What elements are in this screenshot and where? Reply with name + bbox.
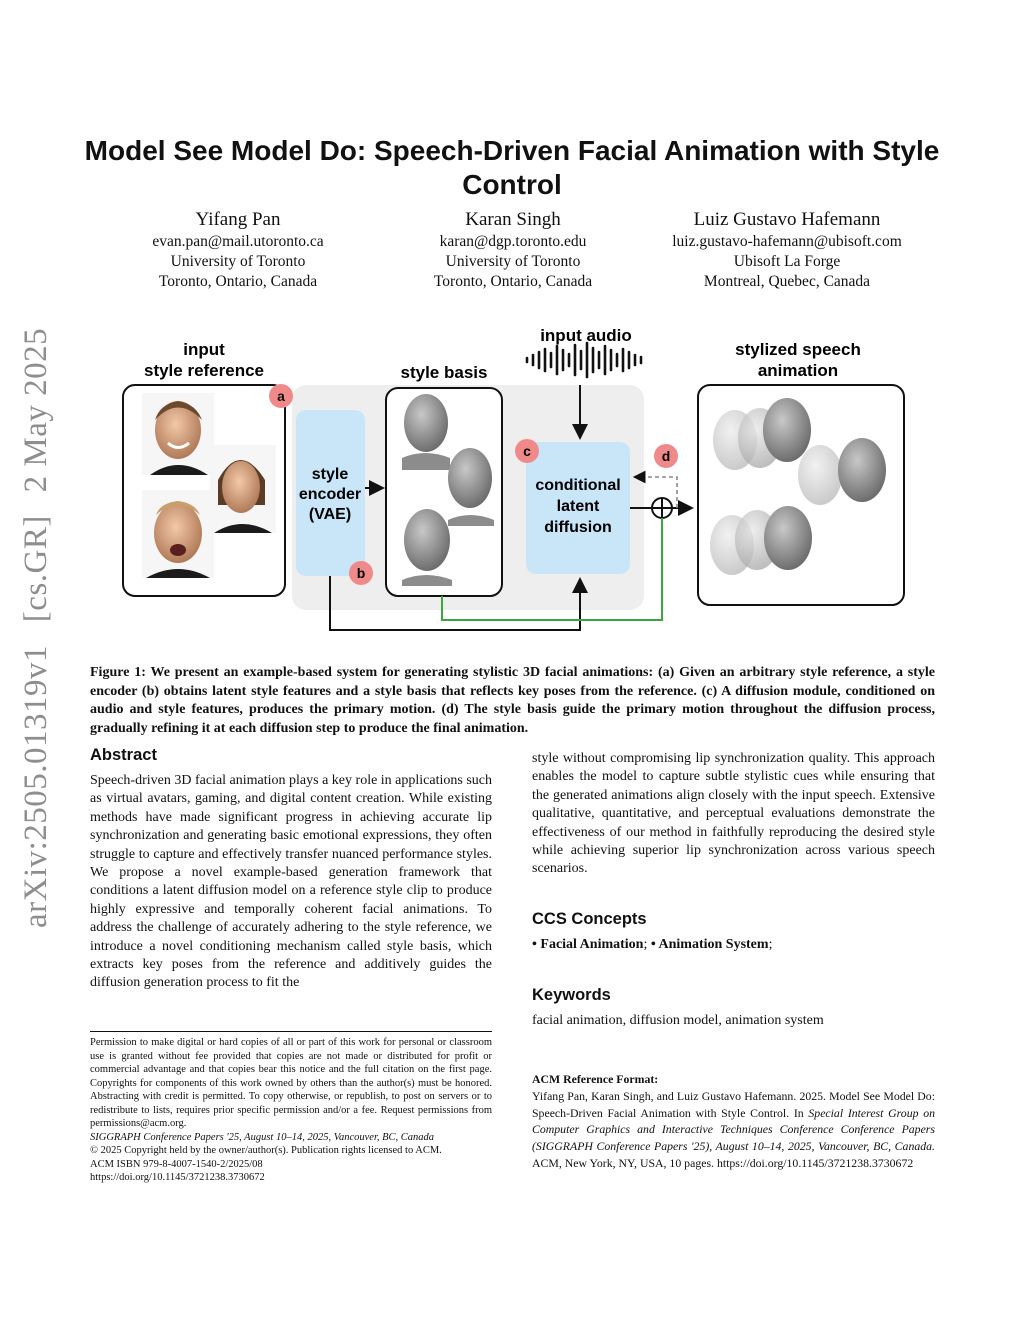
basis-head-1 — [402, 394, 450, 470]
reference-face-2 — [210, 445, 276, 533]
audio-waveform — [527, 343, 641, 377]
arxiv-id: arXiv:2505.01319v1 — [18, 644, 54, 928]
footnote-rule — [90, 1031, 492, 1032]
reference-face-3 — [142, 490, 214, 578]
reference-face-1 — [142, 393, 214, 475]
abstract-heading: Abstract — [90, 746, 157, 764]
label-input: input — [183, 340, 225, 359]
encoder-label-1: style — [311, 466, 349, 483]
author-email: karan@dgp.toronto.edu — [439, 233, 587, 250]
doi-link[interactable]: https://doi.org/10.1145/3721238.3730672 — [90, 1172, 265, 1183]
author-name: Yifang Pan — [195, 209, 281, 230]
abstract-text-col2: style without compromising lip synchronization quality. This approach enables the model to capture subtle stylistic cues while ensuring that the generated animations align closely with the input speech. Extensive qualitative, quantitative, and perceptual evaluations demonstrate the effectiveness of our method in faithfully reproducing the desired style while achieving superior lip synchronization across various speech scenarios. — [532, 751, 935, 877]
keywords-heading: Keywords — [532, 986, 611, 1004]
author-name: Luiz Gustavo Hafemann — [693, 209, 881, 230]
author-affiliation: University of Toronto — [445, 253, 581, 270]
badge-a-label: a — [277, 388, 285, 404]
figure-caption: Figure 1: We present an example-based system for generating stylistic 3D facial animations: (a) Given an arbitrary style reference, a style encoder (b) obtains latent style features and a style basis that reflects key poses from the reference. (c) A diffusion module, conditioned on audio and style features, produces the primary motion. (d) The style basis guide the primary motion throughout the diffusion process, gradually refining it at each diffusion step to produce the final animation. — [90, 665, 935, 736]
label-input-audio: input audio — [540, 326, 632, 345]
conference-info: SIGGRAPH Conference Papers '25, August 10–14, 2025, Vancouver, BC, Canada — [90, 1131, 435, 1143]
ccs-heading: CCS Concepts — [532, 910, 647, 928]
acm-reference-venue: Special Interest Group on Computer Graphics and Interactive Techniques Conference Conference Papers (SIGGRAPH Conference Papers '25), August 10–14, 2025, Vancouver, BC, Canada. — [532, 1105, 935, 1154]
author-affiliation: Ubisoft La Forge — [733, 253, 841, 270]
label-stylized-speech: stylized speech — [735, 340, 861, 359]
author-email: luiz.gustavo-hafemann@ubisoft.com — [672, 233, 902, 250]
author-location: Toronto, Ontario, Canada — [158, 273, 318, 290]
ccs-item-1: Facial Animation — [540, 937, 644, 952]
ccs-item-2: Animation System — [658, 937, 769, 952]
isbn-line: ACM ISBN 979-8-4007-1540-2/2025/08 — [90, 1158, 263, 1170]
permission-notice: Permission to make digital or hard copies of all or part of this work for personal or classroom use is granted without fee provided that copies are not made or distributed for profit or commercial advantage and that copies bear this notice and the full citation on the first page. Copyrights for components of this work owned by others than the author(s) must be honored. Abstracting with credit is permitted. To copy otherwise, or republish, to post on servers or to redistribute to lists, requires prior specific permission and/or a fee. Request permissions from permissions@acm.org. — [90, 1037, 492, 1129]
keywords-text: facial animation, diffusion model, animation system — [532, 1013, 824, 1028]
label-animation: animation — [757, 361, 839, 380]
ccs-concepts: • Facial Animation; • Animation System; — [532, 937, 773, 952]
label-style-reference: style reference — [143, 361, 265, 380]
author-name: Karan Singh — [465, 209, 561, 230]
author-affiliation: University of Toronto — [170, 253, 306, 270]
author-block-1 — [88, 208, 388, 292]
author-block-3 — [637, 208, 937, 292]
encoder-label-3: (VAE) — [308, 506, 352, 523]
badge-d-label: d — [661, 448, 671, 464]
copyright-line: © 2025 Copyright held by the owner/author(s). Publication rights licensed to ACM. — [90, 1145, 442, 1156]
footnote — [90, 1036, 492, 1185]
arxiv-category: [cs.GR] — [18, 515, 54, 623]
badge-b-label: b — [356, 565, 366, 581]
acm-reference-publisher: ACM, New York, NY, USA, 10 pages. https://doi.org/10.1145/3721238.3730672 — [532, 1155, 914, 1170]
author-email: evan.pan@mail.utoronto.ca — [152, 233, 324, 250]
diffusion-label-1: conditional — [535, 477, 621, 494]
encoder-label-2: encoder — [298, 486, 362, 503]
diffusion-label-2: latent — [556, 498, 600, 515]
badge-c-label: c — [523, 443, 531, 459]
acm-reference-heading: ACM Reference Format: — [532, 1072, 659, 1086]
acm-reference — [532, 1071, 935, 1172]
author-location: Toronto, Ontario, Canada — [433, 273, 593, 290]
arxiv-date: 2 May 2025 — [18, 327, 54, 493]
acm-reference-authors: Yifang Pan, Karan Singh, and Luiz Gustavo Hafemann. 2025. Model See Model Do: Speech-Driven Facial Animation with Style Control. In — [532, 1088, 935, 1120]
paper-title: Model See Model Do: Speech-Driven Facial Animation with Style Control — [84, 135, 940, 200]
diffusion-label-3: diffusion — [544, 519, 612, 536]
author-block-2 — [363, 208, 663, 292]
abstract-text-col1: Speech-driven 3D facial animation plays a key role in applications such as virtual avatars, gaming, and digital content creation. While existing methods have made significant progress in achieving accurate lip synchronization and generating basic emotional expressions, they often struggle to capture and effectively transfer nuanced performance styles. We propose a novel example-based generation framework that conditions a latent diffusion model on a reference style clip to produce highly expressive and temporally coherent facial animations. To address the challenge of accurately adhering to the style reference, we introduce a novel conditioning mechanism called style basis, which extracts key poses from the reference and additively guides the diffusion generation process to fit the — [90, 773, 492, 991]
label-style-basis: style basis — [400, 363, 488, 382]
author-location: Montreal, Quebec, Canada — [703, 273, 871, 290]
figure-1 — [0, 320, 1024, 640]
